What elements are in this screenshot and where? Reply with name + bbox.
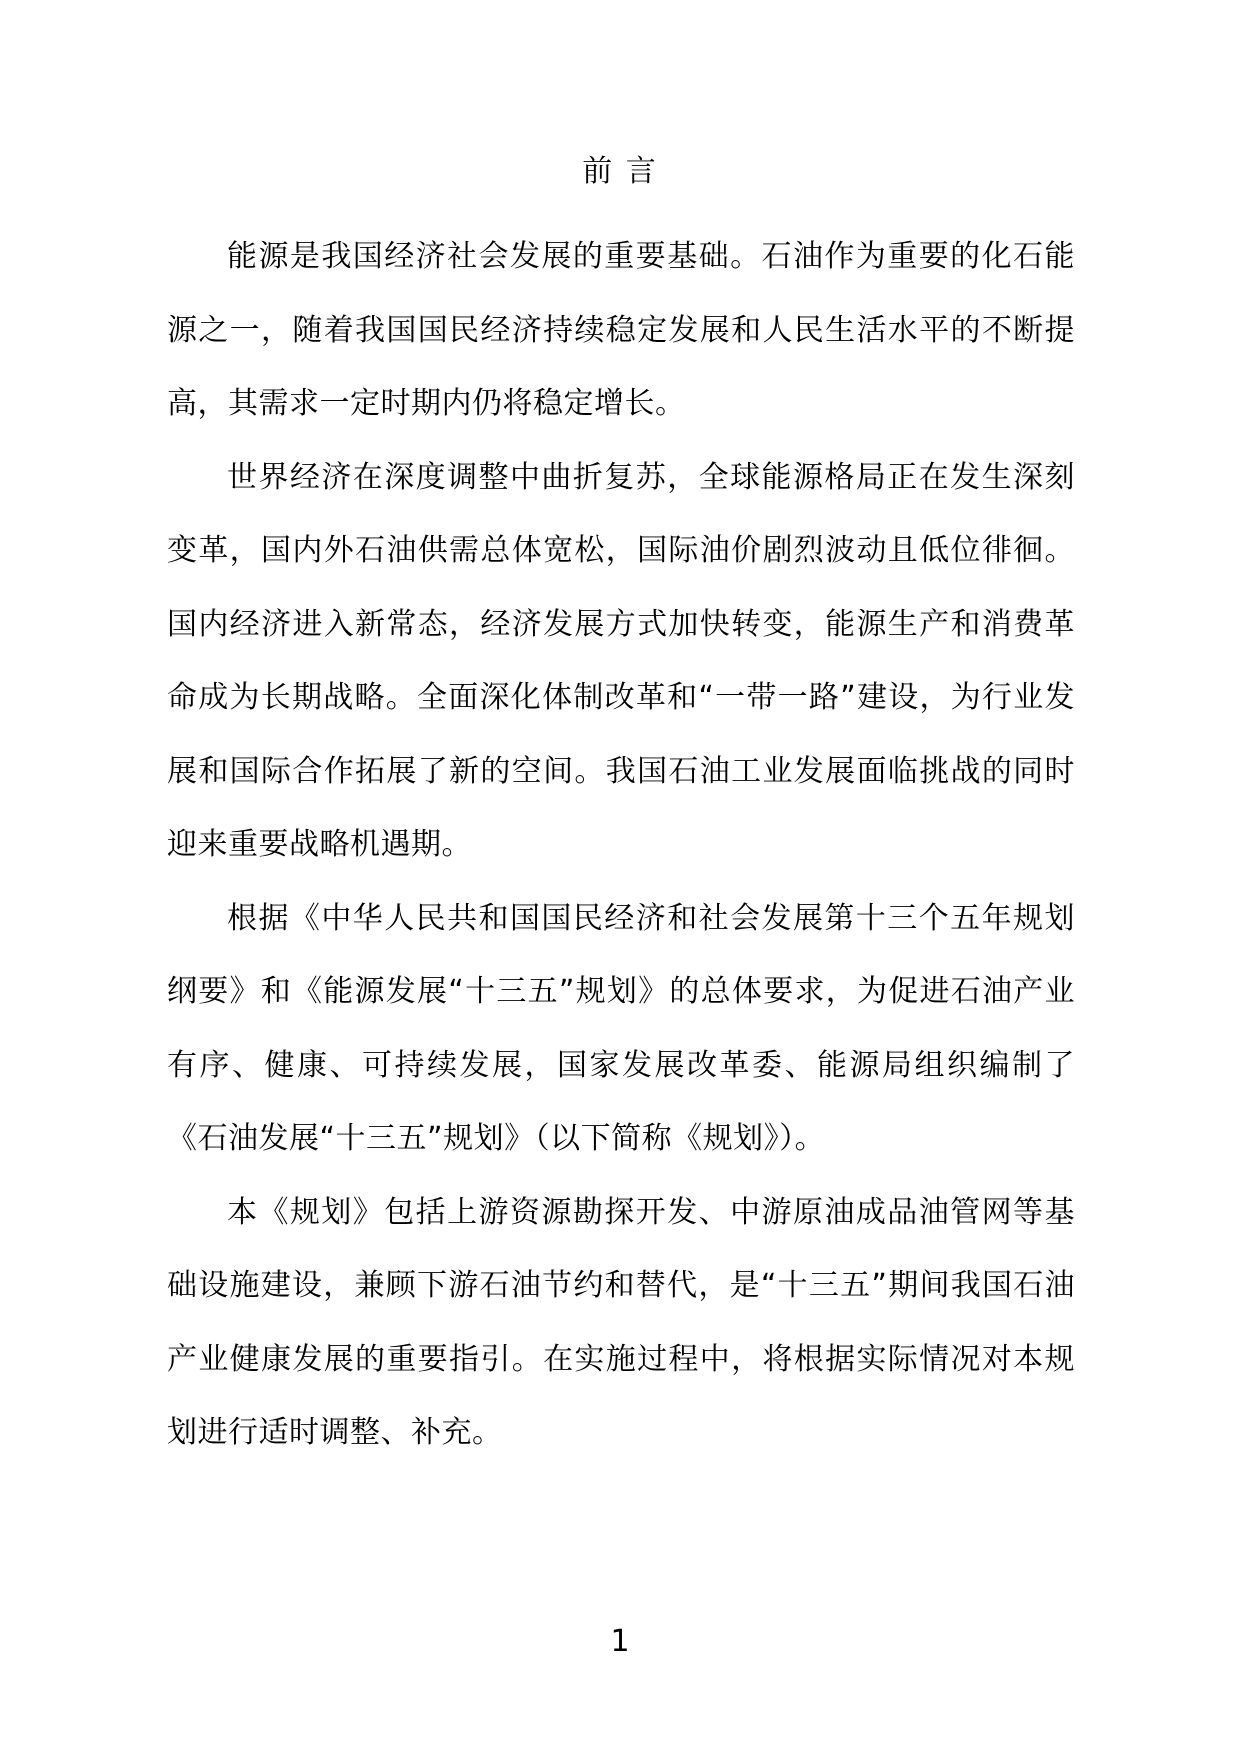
body-text [167,220,1075,1470]
paragraph-1: 能源是我国经济社会发展的重要基础。石油作为重要的化石能源之一，随着我国国民经济持续稳定发展和人民生活水平的不断提高，其需求一定时期内仍将稳定增长。 [167,239,1075,421]
page-number: 1 [610,1624,630,1659]
paragraph-4: 本《规划》包括上游资源勘探开发、中游原油成品油管网等基础设施建设，兼顾下游石油节约和替代，是“十三五”期间我国石油产业健康发展的重要指引。在实施过程中，将根据实际情况对本规划进行适时调整、补充。 [167,1194,1075,1450]
paragraph-3: 根据《中华人民共和国国民经济和社会发展第十三个五年规划纲要》和《能源发展“十三五”规划》的总体要求，为促进石油产业有序、健康、可持续发展，国家发展改革委、能源局组织编制了《石油发展“十三五”规划》（以下简称《规划》）。 [167,900,1075,1156]
page-title: 前 言 [582,154,658,189]
paragraph-2: 世界经济在深度调整中曲折复苏，全球能源格局正在发生深刻变革，国内外石油供需总体宽松，国际油价剧烈波动且低位徘徊。国内经济进入新常态，经济发展方式加快转变，能源生产和消费革命成为长期战略。全面深化体制改革和“一带一路”建设，为行业发展和国际合作拓展了新的空间。我国石油工业发展面临挑战的同时迎来重要战略机遇期。 [167,459,1075,862]
